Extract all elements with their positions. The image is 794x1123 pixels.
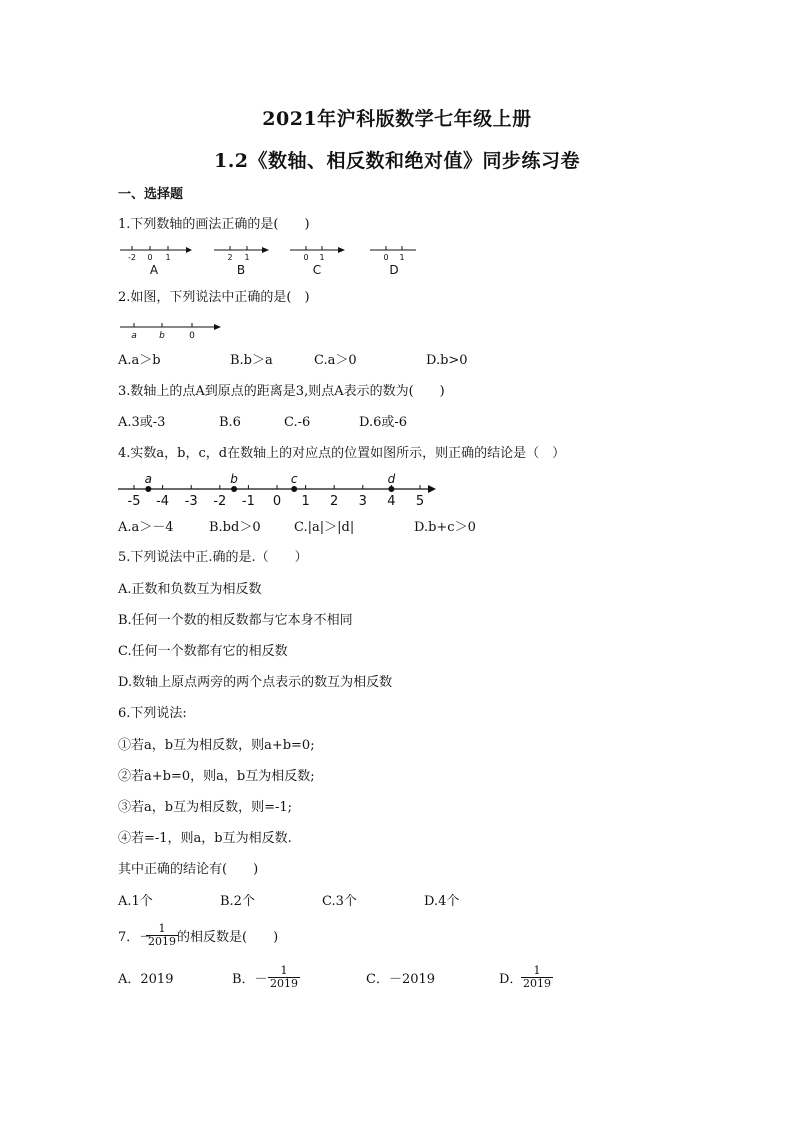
question-7-option-d-prefix: D． [499,972,523,987]
question-6-option-a: A.1个 [118,894,153,909]
question-5-option-c: C.任何一个数都有它的相反数 [118,644,288,659]
question-7-option-d-fraction [521,965,553,990]
number-line-tick-label: 2 [330,494,339,509]
question-4-stem: 4.实数a，b，c，d在数轴上的对应点的位置如图所示，则正确的结论是（ ） [118,446,566,461]
axis-a-label: 1 [165,253,171,262]
number-line-point [145,486,151,492]
axis-b-label: 1 [244,253,250,262]
question-5-option-b: B.任何一个数的相反数都与它本身不相同 [118,613,353,628]
number-line-point-label: b [230,472,238,486]
question-3-option-d: D.6或-6 [359,415,408,430]
axis-d-option: D [389,263,399,277]
fraction-denominator: 2019 [523,977,551,990]
axis-label-a: a [131,331,137,341]
question-1-axes [116,240,426,280]
number-line-tick-label: -5 [127,494,141,509]
question-6-stem: 6.下列说法: [118,706,187,721]
number-line-tick-label: -2 [213,494,227,509]
question-4-number-line [112,468,442,512]
question-2-stem: 2.如图，下列说法中正确的是( ) [118,290,310,305]
axis-label-zero: 0 [189,331,195,341]
question-6-option-d: D.4个 [424,894,460,909]
question-4-option-a: A.a＞－4 [118,520,174,535]
question-3-option-a: A.3或-3 [118,415,166,430]
axis-d-label: 1 [399,253,405,262]
axis-d [370,246,416,277]
fraction-denominator: 2019 [148,935,176,948]
axis-c-option: C [312,263,322,277]
number-line-tick-label: 1 [301,494,310,509]
number-line-tick-label: -1 [241,494,255,509]
question-6-item: ③若a，b互为相反数，则=-1; [118,800,293,815]
axis-a [120,246,192,277]
number-line-point-label: d [387,472,396,486]
page-subtitle: 1.2《数轴、相反数和绝对值》同步练习卷 [213,150,581,172]
question-7-fraction [146,923,178,948]
question-7-suffix: 的相反数是( ) [177,930,279,945]
question-4-option-d: D.b+c＞0 [414,520,476,535]
question-7-option-b-fraction [268,965,300,990]
question-3-stem: 3.数轴上的点A到原点的距离是3,则点A表示的数为( ) [118,384,445,399]
number-line-point-label: a [144,472,152,486]
number-line-point [231,486,237,492]
fraction-numerator: 1 [280,964,288,977]
question-2-option-c: C.a＞0 [314,353,357,368]
axis-c-label: 0 [303,253,309,262]
axis-b-label: 2 [227,253,233,262]
question-3-option-c: C.-6 [284,415,311,430]
question-6-option-c: C.3个 [322,894,357,909]
axis-a-option: A [149,263,159,277]
axis-label-b: b [159,331,165,341]
question-6-option-b: B.2个 [220,894,255,909]
number-line-tick-label: -3 [184,494,198,509]
question-7-option-b-prefix: B．－ [232,972,268,987]
question-6-item: ①若a，b互为相反数，则a+b=0; [118,738,315,753]
fraction-denominator: 2019 [270,977,298,990]
question-7-prefix: 7．－ [118,930,153,945]
axis-d-label: 0 [383,253,389,262]
number-line-tick-label: 0 [272,494,282,509]
number-line-point-label: c [290,472,298,486]
section-heading: 一、选择题 [118,187,184,202]
question-5-option-a: A.正数和负数互为相反数 [118,582,262,597]
number-line-tick-label: 5 [415,494,425,509]
question-2-option-a: A.a＞b [118,353,161,368]
number-line-tick-label: 3 [358,494,367,509]
axis-c-label: 1 [319,253,325,262]
question-6-item: ④若=-1，则a，b互为相反数. [118,831,292,846]
question-5-option-d: D.数轴上原点两旁的两个点表示的数互为相反数 [118,675,393,690]
number-line-tick-label: 4 [387,494,396,509]
page-title: 2021年沪科版数学七年级上册 [262,108,532,130]
number-line-tick-label: -4 [156,494,170,509]
question-2-option-b: B.b＞a [230,353,273,368]
axis-c [290,246,345,277]
question-3-option-b: B.6 [219,415,241,430]
question-2-option-d: D.b>0 [426,353,468,368]
fraction-numerator: 1 [158,922,166,935]
fraction-numerator: 1 [533,964,541,977]
axis-a-label: -2 [128,253,136,262]
question-7-option-a: A．2019 [118,972,174,987]
question-6-conclusion: 其中正确的结论有( ) [118,862,259,877]
question-2-axis [116,318,226,342]
question-1-stem: 1.下列数轴的画法正确的是( ) [118,217,310,232]
axis-b-option: B [236,263,246,277]
question-4-option-b: B.bd＞0 [209,520,261,535]
axis-a-label: 0 [147,253,153,262]
question-6-item: ②若a+b=0，则a，b互为相反数; [118,769,315,784]
number-line-point [388,486,394,492]
number-line-point [291,486,297,492]
axis-b [214,246,269,277]
question-7-option-c: C．－2019 [366,972,436,987]
question-5-stem: 5.下列说法中正.确的是.（ ） [118,550,308,565]
question-4-option-c: C.|a|＞|d| [294,520,355,535]
